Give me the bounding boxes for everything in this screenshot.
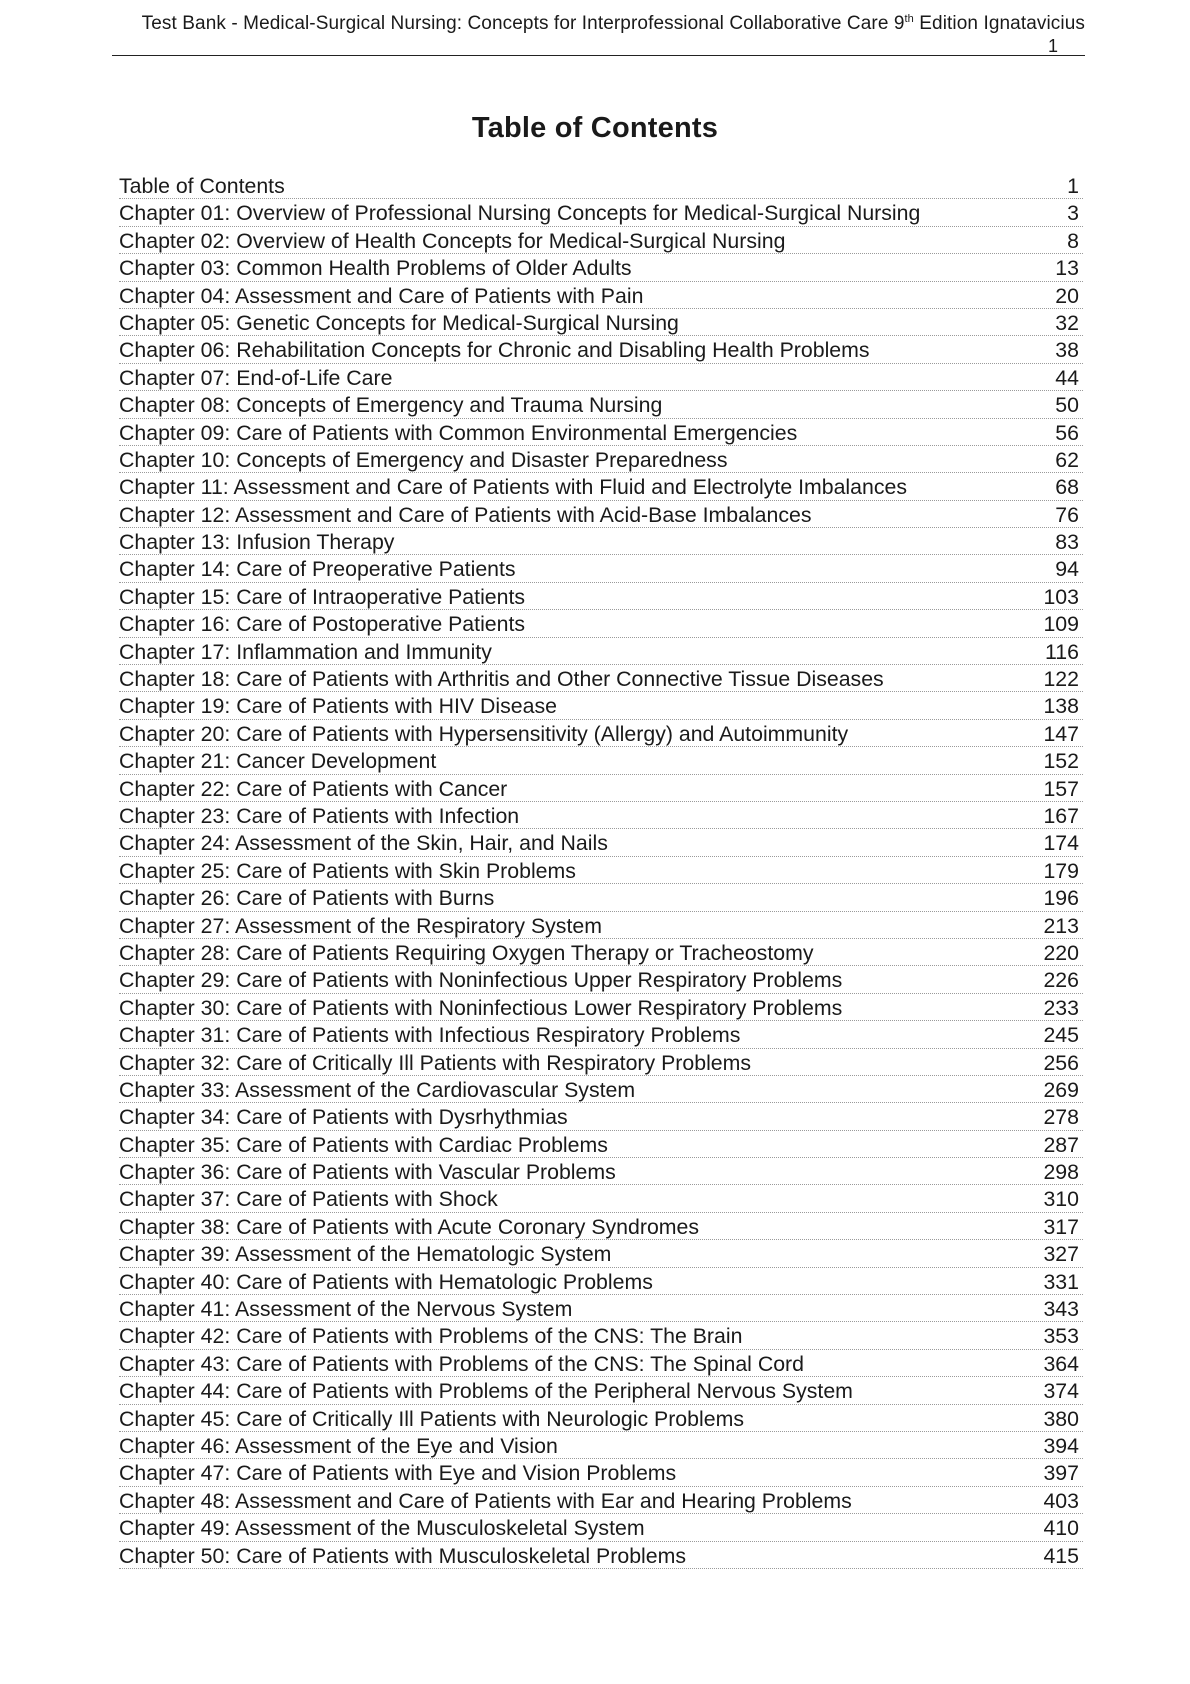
toc-entry-page: 397 [1043, 1461, 1079, 1486]
toc-entry[interactable] [119, 829, 1083, 856]
toc-entry-label: Chapter 07: End-of-Life Care [119, 365, 393, 390]
toc-entry-page: 56 [1055, 420, 1079, 445]
toc-entry[interactable] [119, 1295, 1083, 1322]
toc-entry-label: Chapter 45: Care of Critically Ill Patients with Neurologic Problems [119, 1406, 744, 1431]
toc-entry-label: Chapter 25: Care of Patients with Skin Problems [119, 858, 576, 883]
header-title [142, 13, 1085, 35]
toc-entry-page: 1 [1067, 174, 1079, 198]
header-title-superscript: th [904, 13, 914, 25]
toc-entry-page: 179 [1043, 858, 1079, 883]
toc-entry[interactable] [119, 473, 1083, 500]
toc-entry-label: Table of Contents [119, 174, 285, 198]
toc-entry-page: 287 [1043, 1132, 1079, 1157]
toc-entry[interactable] [119, 419, 1083, 446]
toc-entry-page: 331 [1043, 1269, 1079, 1294]
toc-entry-label: Chapter 46: Assessment of the Eye and Vision [119, 1433, 558, 1458]
toc-entry-label: Chapter 02: Overview of Health Concepts for Medical-Surgical Nursing [119, 228, 786, 253]
toc-entry-page: 394 [1043, 1433, 1079, 1458]
toc-entry-label: Chapter 47: Care of Patients with Eye and Vision Problems [119, 1461, 677, 1486]
toc-entry-label: Chapter 30: Care of Patients with Noninfectious Lower Respiratory Problems [119, 995, 843, 1020]
toc-entry-page: 94 [1055, 557, 1079, 582]
toc-entry-label: Chapter 18: Care of Patients with Arthritis and Other Connective Tissue Diseases [119, 667, 884, 692]
toc-entry[interactable] [119, 1021, 1083, 1048]
toc-entry-label: Chapter 19: Care of Patients with HIV Disease [119, 694, 557, 719]
toc-entry[interactable] [119, 1514, 1083, 1541]
toc-entry-label: Chapter 06: Rehabilitation Concepts for Chronic and Disabling Health Problems [119, 338, 870, 363]
toc-entry-label: Chapter 28: Care of Patients Requiring Oxygen Therapy or Tracheostomy [119, 940, 814, 965]
toc-entry-label: Chapter 03: Common Health Problems of Older Adults [119, 256, 632, 281]
toc-entry-label: Chapter 14: Care of Preoperative Patients [119, 557, 516, 582]
toc-entry-label: Chapter 42: Care of Patients with Problems of the CNS: The Brain [119, 1324, 743, 1349]
toc-entry-page: 380 [1043, 1406, 1079, 1431]
toc-entry-page: 38 [1055, 338, 1079, 363]
toc-entry-page: 278 [1043, 1105, 1079, 1130]
toc-entry-page: 410 [1043, 1516, 1079, 1541]
toc-entry-page: 403 [1043, 1488, 1079, 1513]
toc-entry[interactable] [119, 1377, 1083, 1404]
toc-entry-page: 415 [1043, 1543, 1079, 1568]
toc-entry-page: 8 [1067, 228, 1079, 253]
toc-entry-page: 167 [1043, 803, 1079, 828]
toc-entry-page: 76 [1055, 502, 1079, 527]
toc-list [119, 172, 1083, 1569]
toc-entry-page: 327 [1043, 1242, 1079, 1267]
toc-entry-page: 269 [1043, 1077, 1079, 1102]
toc-entry[interactable] [119, 555, 1083, 582]
toc-entry-label: Chapter 34: Care of Patients with Dysrhythmias [119, 1105, 568, 1130]
toc-entry-label: Chapter 27: Assessment of the Respiratory System [119, 913, 602, 938]
toc-entry[interactable] [119, 610, 1083, 637]
toc-entry-label: Chapter 50: Care of Patients with Musculoskeletal Problems [119, 1543, 686, 1568]
toc-entry[interactable] [119, 1240, 1083, 1267]
toc-entry[interactable] [119, 1432, 1083, 1459]
toc-entry[interactable] [119, 966, 1083, 993]
toc-entry[interactable] [119, 665, 1083, 692]
toc-entry[interactable] [119, 1350, 1083, 1377]
toc-entry-label: Chapter 38: Care of Patients with Acute Coronary Syndromes [119, 1214, 700, 1239]
toc-entry-page: 13 [1055, 256, 1079, 281]
toc-entry[interactable] [119, 1213, 1083, 1240]
toc-entry-page: 157 [1043, 776, 1079, 801]
toc-entry[interactable] [119, 364, 1083, 391]
toc-entry-page: 138 [1043, 694, 1079, 719]
toc-entry-page: 226 [1043, 968, 1079, 993]
toc-entry-label: Chapter 11: Assessment and Care of Patients with Fluid and Electrolyte Imbalances [119, 475, 907, 500]
toc-entry-page: 213 [1043, 913, 1079, 938]
toc-entry[interactable] [119, 1322, 1083, 1349]
toc-entry-page: 62 [1055, 447, 1079, 472]
toc-entry-label: Chapter 10: Concepts of Emergency and Disaster Preparedness [119, 447, 728, 472]
toc-entry-label: Chapter 29: Care of Patients with Noninfectious Upper Respiratory Problems [119, 968, 843, 993]
toc-entry[interactable] [119, 939, 1083, 966]
toc-entry[interactable] [119, 336, 1083, 363]
toc-entry-label: Chapter 44: Care of Patients with Problems of the Peripheral Nervous System [119, 1379, 853, 1404]
toc-entry[interactable] [119, 501, 1083, 528]
toc-entry[interactable] [119, 1185, 1083, 1212]
toc-entry[interactable] [119, 912, 1083, 939]
toc-entry-page: 298 [1043, 1160, 1079, 1185]
toc-entry-label: Chapter 01: Overview of Professional Nursing Concepts for Medical-Surgical Nursing [119, 201, 921, 226]
toc-entry-page: 374 [1043, 1379, 1079, 1404]
toc-entry[interactable] [119, 1268, 1083, 1295]
toc-entry[interactable] [119, 1076, 1083, 1103]
toc-entry[interactable] [119, 172, 1083, 199]
toc-entry-page: 196 [1043, 886, 1079, 911]
toc-entry-page: 109 [1043, 612, 1079, 637]
toc-entry[interactable] [119, 1049, 1083, 1076]
toc-entry-label: Chapter 24: Assessment of the Skin, Hair, and Nails [119, 831, 608, 856]
toc-entry[interactable] [119, 747, 1083, 774]
toc-entry-label: Chapter 48: Assessment and Care of Patients with Ear and Hearing Problems [119, 1488, 852, 1513]
toc-entry-page: 256 [1043, 1050, 1079, 1075]
toc-entry[interactable] [119, 282, 1083, 309]
header-title-end: Edition Ignatavicius [913, 13, 1085, 34]
toc-entry[interactable] [119, 583, 1083, 610]
toc-entry[interactable] [119, 692, 1083, 719]
toc-entry-page: 174 [1043, 831, 1079, 856]
toc-entry-page: 317 [1043, 1214, 1079, 1239]
toc-entry-page: 233 [1043, 995, 1079, 1020]
toc-entry-page: 364 [1043, 1351, 1079, 1376]
toc-entry-label: Chapter 16: Care of Postoperative Patients [119, 612, 526, 637]
toc-entry-page: 245 [1043, 1023, 1079, 1048]
toc-heading: Table of Contents [471, 112, 719, 144]
toc-entry[interactable] [119, 528, 1083, 555]
toc-entry-label: Chapter 49: Assessment of the Musculoskeletal System [119, 1516, 645, 1541]
toc-entry-label: Chapter 37: Care of Patients with Shock [119, 1187, 498, 1212]
toc-entry[interactable] [119, 1459, 1083, 1486]
toc-entry[interactable] [119, 1158, 1083, 1185]
toc-entry-label: Chapter 31: Care of Patients with Infectious Respiratory Problems [119, 1023, 741, 1048]
toc-entry-label: Chapter 40: Care of Patients with Hematologic Problems [119, 1269, 653, 1294]
toc-entry-page: 353 [1043, 1324, 1079, 1349]
toc-entry[interactable] [119, 1487, 1083, 1514]
toc-entry[interactable] [119, 884, 1083, 911]
toc-entry[interactable] [119, 1103, 1083, 1130]
toc-entry[interactable] [119, 994, 1083, 1021]
header-page-number: 1 [1047, 36, 1058, 56]
toc-entry[interactable] [119, 857, 1083, 884]
header-title-main: Test Bank - Medical-Surgical Nursing: Concepts for Interprofessional Collaborative Care 9 [141, 13, 905, 34]
toc-entry-page: 68 [1055, 475, 1079, 500]
toc-entry-label: Chapter 17: Inflammation and Immunity [119, 639, 492, 664]
toc-entry-label: Chapter 12: Assessment and Care of Patients with Acid-Base Imbalances [119, 502, 812, 527]
toc-entry[interactable] [119, 254, 1083, 281]
toc-entry-page: 122 [1043, 667, 1079, 692]
toc-entry-page: 44 [1055, 365, 1079, 390]
toc-entry-label: Chapter 41: Assessment of the Nervous System [119, 1297, 573, 1322]
toc-entry[interactable] [119, 775, 1083, 802]
toc-entry-page: 343 [1043, 1297, 1079, 1322]
toc-entry[interactable] [119, 638, 1083, 665]
toc-entry-label: Chapter 15: Care of Intraoperative Patients [119, 584, 526, 609]
toc-entry-page: 50 [1055, 393, 1079, 418]
toc-entry-page: 152 [1043, 749, 1079, 774]
toc-entry-page: 310 [1043, 1187, 1079, 1212]
toc-entry[interactable] [119, 446, 1083, 473]
toc-entry-label: Chapter 35: Care of Patients with Cardiac Problems [119, 1132, 608, 1157]
toc-entry[interactable] [119, 391, 1083, 418]
toc-entry-label: Chapter 36: Care of Patients with Vascular Problems [119, 1160, 616, 1185]
toc-entry-label: Chapter 09: Care of Patients with Common Environmental Emergencies [119, 420, 798, 445]
toc-entry-label: Chapter 43: Care of Patients with Problems of the CNS: The Spinal Cord [119, 1351, 804, 1376]
toc-entry[interactable] [119, 1405, 1083, 1432]
page-header [112, 10, 1085, 56]
toc-entry-label: Chapter 22: Care of Patients with Cancer [119, 776, 508, 801]
toc-entry-page: 220 [1043, 940, 1079, 965]
toc-entry-label: Chapter 05: Genetic Concepts for Medical-Surgical Nursing [119, 310, 679, 335]
toc-entry[interactable] [119, 720, 1083, 747]
toc-entry-label: Chapter 20: Care of Patients with Hypersensitivity (Allergy) and Autoimmunity [119, 721, 849, 746]
toc-entry-label: Chapter 39: Assessment of the Hematologic System [119, 1242, 612, 1267]
toc-entry[interactable] [119, 1542, 1083, 1569]
toc-entry-page: 32 [1055, 310, 1079, 335]
toc-entry-page: 147 [1043, 721, 1079, 746]
toc-entry-page: 103 [1043, 584, 1079, 609]
toc-entry-label: Chapter 23: Care of Patients with Infection [119, 803, 520, 828]
toc-entry-page: 20 [1055, 283, 1079, 308]
toc-entry-label: Chapter 33: Assessment of the Cardiovascular System [119, 1077, 636, 1102]
toc-entry-label: Chapter 32: Care of Critically Ill Patients with Respiratory Problems [119, 1050, 752, 1075]
toc-entry-label: Chapter 04: Assessment and Care of Patients with Pain [119, 283, 644, 308]
toc-entry[interactable] [119, 309, 1083, 336]
toc-entry-page: 116 [1045, 639, 1079, 664]
toc-entry-label: Chapter 21: Cancer Development [119, 749, 437, 774]
toc-entry[interactable] [119, 1131, 1083, 1158]
toc-entry[interactable] [119, 199, 1083, 226]
toc-entry-page: 3 [1067, 201, 1079, 226]
toc-entry-label: Chapter 26: Care of Patients with Burns [119, 886, 495, 911]
toc-entry-label: Chapter 13: Infusion Therapy [119, 530, 395, 555]
toc-entry-label: Chapter 08: Concepts of Emergency and Trauma Nursing [119, 393, 663, 418]
toc-entry-page: 83 [1055, 530, 1079, 555]
toc-entry[interactable] [119, 227, 1083, 254]
toc-entry[interactable] [119, 802, 1083, 829]
